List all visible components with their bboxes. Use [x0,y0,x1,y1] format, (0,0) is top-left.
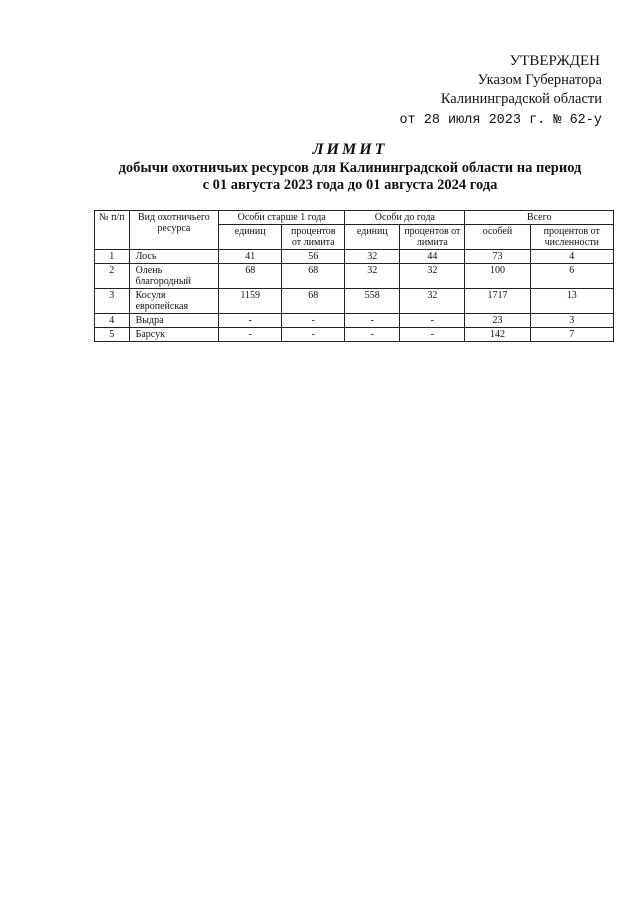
header-older-units: единиц [219,225,282,250]
cell-older-percent: 68 [282,264,345,289]
cell-older-units: - [219,328,282,342]
cell-young-units: - [345,314,400,328]
cell-total: 73 [465,250,530,264]
cell-young-percent: - [400,328,465,342]
cell-num: 3 [95,289,130,314]
cell-species: Выдра [129,314,219,328]
table-row [95,250,614,264]
cell-young-units: 558 [345,289,400,314]
cell-older-units: 1159 [219,289,282,314]
cell-total-percent: 6 [530,264,613,289]
cell-num: 1 [95,250,130,264]
cell-older-percent: 68 [282,289,345,314]
approval-region: Калининградской области [440,91,602,107]
cell-older-percent: - [282,328,345,342]
cell-young-percent: 32 [400,289,465,314]
header-older-percent: процентов от лимита [282,225,345,250]
table-row [95,314,614,328]
header-young-percent: процентов от лимита [400,225,465,250]
cell-total: 1717 [465,289,530,314]
cell-young-percent: - [400,314,465,328]
cell-young-units: - [345,328,400,342]
cell-species: Олень благородный [129,264,219,289]
approval-title: УТВЕРЖДЕН [509,53,600,69]
approval-decree: от 28 июля 2023 г. № 62-у [399,113,602,128]
header-total-percent: процентов от численности [530,225,613,250]
cell-species: Косуля европейская [129,289,219,314]
header-total-individuals: особей [465,225,530,250]
cell-total-percent: 3 [530,314,613,328]
cell-num: 4 [95,314,130,328]
table-row [95,328,614,342]
cell-num: 2 [95,264,130,289]
limits-table [94,210,614,342]
cell-older-units: 41 [219,250,282,264]
cell-species: Лось [129,250,219,264]
document-title [0,140,640,194]
approval-authority: Указом Губернатора [477,72,602,88]
cell-total: 142 [465,328,530,342]
title-period: с 01 августа 2023 года до 01 августа 2024 года [202,177,498,193]
cell-young-percent: 32 [400,264,465,289]
cell-older-percent: - [282,314,345,328]
cell-young-units: 32 [345,264,400,289]
cell-species: Барсук [129,328,219,342]
header-num: № п/п [95,211,130,250]
approval-block [399,52,602,130]
cell-older-percent: 56 [282,250,345,264]
cell-total: 100 [465,264,530,289]
cell-young-units: 32 [345,250,400,264]
cell-total-percent: 4 [530,250,613,264]
cell-num: 5 [95,328,130,342]
header-group-younger: Особи до года [345,211,465,225]
table-header-row [95,211,614,225]
header-species: Вид охотничьего ресурса [129,211,219,250]
title-subject: добычи охотничьих ресурсов для Калининградской области на период [118,160,582,176]
table-row [95,264,614,289]
header-young-units: единиц [345,225,400,250]
title-heading: ЛИМИТ [312,141,388,158]
header-group-total: Всего [465,211,614,225]
cell-older-units: 68 [219,264,282,289]
cell-total-percent: 13 [530,289,613,314]
cell-young-percent: 44 [400,250,465,264]
cell-total-percent: 7 [530,328,613,342]
table-row [95,289,614,314]
cell-total: 23 [465,314,530,328]
header-group-older: Особи старше 1 года [219,211,345,225]
cell-older-units: - [219,314,282,328]
